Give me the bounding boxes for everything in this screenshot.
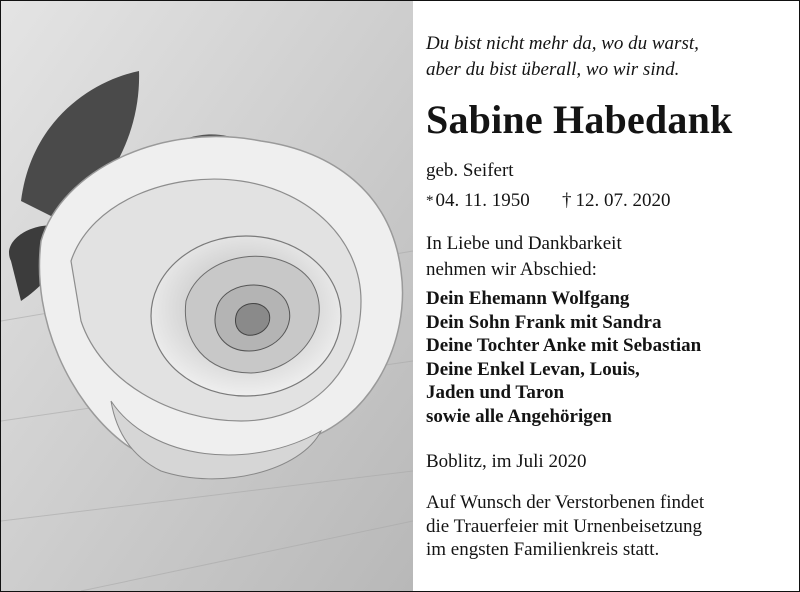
intro-line: In Liebe und Dankbarkeit: [426, 233, 622, 254]
closing-line: die Trauerfeier mit Urnenbeisetzung: [426, 515, 702, 537]
quote-line: Du bist nicht mehr da, wo du warst,: [426, 33, 699, 54]
funeral-note: [426, 491, 704, 562]
closing-line: im engsten Familienkreis statt.: [426, 539, 660, 560]
deceased-name: Sabine Habedank: [426, 97, 733, 142]
mourner-line: Jaden und Taron: [426, 382, 565, 403]
mourner-line: sowie alle Angehörigen: [426, 405, 612, 427]
notice-text: [413, 1, 799, 591]
rose-image: [1, 1, 413, 591]
birth-date: 04. 11. 1950: [435, 190, 530, 211]
life-dates: [426, 189, 671, 213]
birth-star-icon: *: [426, 193, 434, 209]
closing-line: Auf Wunsch der Verstorbenen findet: [426, 492, 705, 513]
farewell-intro: [426, 231, 622, 283]
mourners-list: [426, 287, 701, 428]
death-date: 12. 07. 2020: [575, 190, 671, 211]
mourner-line: Deine Tochter Anke mit Sebastian: [426, 335, 702, 356]
rose-photo: [1, 1, 413, 591]
birth-name: geb. Seifert: [426, 160, 514, 181]
memorial-quote: [426, 31, 699, 83]
death-cross-icon: †: [562, 190, 572, 211]
intro-line: nehmen wir Abschied:: [426, 259, 597, 280]
mourner-line: Dein Sohn Frank mit Sandra: [426, 311, 662, 333]
mourner-line: Dein Ehemann Wolfgang: [426, 288, 630, 309]
place-date: Boblitz, im Juli 2020: [426, 451, 587, 472]
birth-date-group: [426, 189, 562, 213]
death-date-group: [562, 189, 671, 213]
mourner-line: Deine Enkel Levan, Louis,: [426, 358, 640, 380]
quote-line: aber du bist überall, wo wir sind.: [426, 59, 680, 80]
